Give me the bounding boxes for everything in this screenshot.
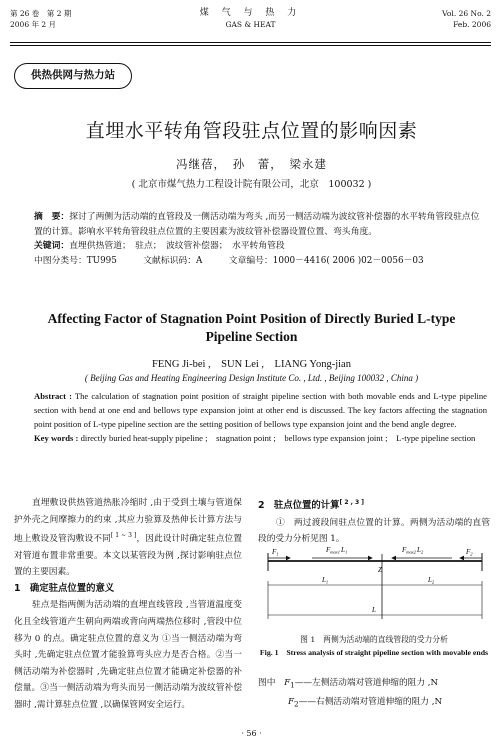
- body-right-column: [258, 495, 490, 548]
- figure-legend: [258, 675, 490, 714]
- label-f2: $F_2$: [466, 548, 473, 557]
- figure-caption-en: Fig. 1 Stress analysis of straight pipeline section with movable ends: [259, 648, 489, 657]
- label-fmax2: $F_{max2}L_2$: [402, 546, 424, 555]
- page-number: · 56 ·: [241, 729, 262, 738]
- affiliation-en: ( Beijing Gas and Heating Engineering Design Institute Co. , Ltd. , Beijing 100032 , China ): [84, 373, 419, 383]
- keywords-cn: 直埋供热管道； 驻点； 波纹管补偿器； 水平转角管段: [69, 241, 285, 251]
- abstract-en-text: The calculation of stagnation point position of straight pipeline section with both movable ends and L-type pipeline section with bend at one end and bellows type expansion joint at other end is discussed. The key factors affecting the stagnation point position of L-type pipeline section are the setting position of bellows type expansion joint and the bend angle degree.: [34, 391, 487, 429]
- abstract-cn-text: 探讨了两侧为活动端的直管段及一侧活动端为弯头 ,而另一侧活动端为波纹管补偿器的水平转角管段驻点位置的计算。影响水平转角管段驻点位置的主要因素为波纹管补偿器设置位置、弯头角度。: [34, 212, 480, 237]
- authors-en: FENG Ji-bei , SUN Lei , LIANG Yong-jian: [152, 359, 351, 370]
- legend-f2-sub: 2: [294, 700, 299, 710]
- journal-name-en: GAS & HEAT: [225, 20, 276, 29]
- figure-1-diagram: [262, 541, 488, 627]
- intro-text-2: ，因此设计时确定驻点位置对管道布置非常重要。本文以某管段为例 ,探讨影响驻点位置的主要因素。: [14, 534, 243, 578]
- intro-text: 直埋敷设供热管道热胀冷缩时 ,由于受到土壤与管道保护外壳之间摩擦力的约束 ,其应力验算及热伸长计算方法与地上敷设及管沟敷设不同: [14, 498, 242, 545]
- header-rule-thick: [10, 42, 491, 43]
- abstract-cn-label: 摘 要：: [34, 212, 70, 222]
- section-2-paragraph: ① 两过渡段间驻点位置的计算。两侧为活动端的直管段的受力分析见图 1。: [258, 517, 490, 545]
- label-fmax1: $F_{max1}L_1$: [326, 546, 348, 555]
- abstract-en: [14, 389, 487, 445]
- section-2-citation: [ 2 , 3 ]: [339, 499, 364, 506]
- legend-f1-symbol: F: [284, 678, 291, 688]
- section-heading-1: 1 确定驻点位置的意义: [14, 582, 115, 594]
- volume-issue-en: Vol. 26 No. 2: [442, 9, 491, 18]
- classification-line: 中图分类号：TU995 文献标识码：A 文章编号：1000－4416( 2006 )02－0056－03: [34, 255, 424, 266]
- legend-f1-sub: 1: [290, 680, 295, 690]
- header-rule-thin: [10, 45, 491, 46]
- label-f1: $F_1$: [272, 548, 279, 557]
- legend-f1-desc: ——左侧活动端对管道伸缩的阻力 ,N: [294, 678, 439, 688]
- label-z: Z: [378, 566, 382, 574]
- dim-label-l1: $L_1$: [322, 576, 329, 585]
- abstract-cn: [14, 210, 487, 268]
- running-header: [10, 8, 491, 40]
- legend-f2-symbol: F: [288, 697, 295, 708]
- legend-row-f1: [258, 675, 490, 694]
- date-cn: 2006 年 2 月: [10, 20, 57, 29]
- keywords-cn-label: 关键词：: [34, 241, 70, 251]
- dim-label-l: L: [372, 606, 376, 614]
- legend-f2-desc: ——右侧活动端对管道伸缩的阻力 ,N: [298, 697, 443, 708]
- volume-issue-cn: 第 26 卷 第 2 期: [10, 9, 72, 18]
- authors-cn: 冯继蓓， 孙 蕾， 梁永建: [176, 157, 327, 171]
- keywords-en-label: Key words :: [34, 433, 79, 443]
- date-en: Feb. 2006: [453, 20, 491, 29]
- section-2-title: 2 驻点位置的计算: [258, 500, 340, 512]
- keywords-en: directly buried heat-supply pipeline ; stagnation point ; bellows type expansion joint ; L-type pipeline section: [80, 433, 476, 443]
- figure-caption: [258, 633, 490, 659]
- journal-name-cn: 煤 气 与 热 力: [199, 8, 302, 18]
- intro-paragraph: [14, 495, 242, 581]
- dim-label-l2: $L_2$: [428, 576, 435, 585]
- body-left-column: [14, 495, 242, 714]
- affiliation-cn: ( 北京市煤气热力工程设计院有限公司，北京 100032 ): [131, 179, 372, 190]
- abstract-en-label: Abstract :: [34, 391, 72, 401]
- section-heading-2: [258, 495, 490, 515]
- legend-prefix: 图中: [258, 678, 276, 688]
- intro-citation: [ 1 ~ 3 ]: [110, 532, 137, 540]
- section-badge: 供热供网与热力站: [14, 63, 132, 89]
- legend-row-f2: [258, 694, 490, 713]
- figure-caption-cn: 图 1 两侧为活动端的直线管段的受力分析: [300, 635, 448, 644]
- title-cn: 直埋水平转角管段驻点位置的影响因素: [85, 120, 418, 142]
- section-1-paragraph: 驻点是指两侧为活动端的直埋直线管段 ,当管道温度变化且全线管道产生朝向两端或背向两端热位移时 ,管段中位移为 0 的点。确定驻点位置的意义为 ①当一侧活动端为弯头时 ,先确定驻点位置才能验算弯头应力是否合格。②当一侧活动端为补偿器时 ,先确定驻点位置才能确定补偿器的补偿量。③当一侧活动端为弯头而另一侧活动端为波纹管补偿器时 ,需计算驻点位置 ,以确保管网安全运行。: [14, 600, 242, 711]
- title-en: Affecting Factor of Stagnation Point Position of Directly Buried L-type Pipeline Section: [47, 311, 456, 344]
